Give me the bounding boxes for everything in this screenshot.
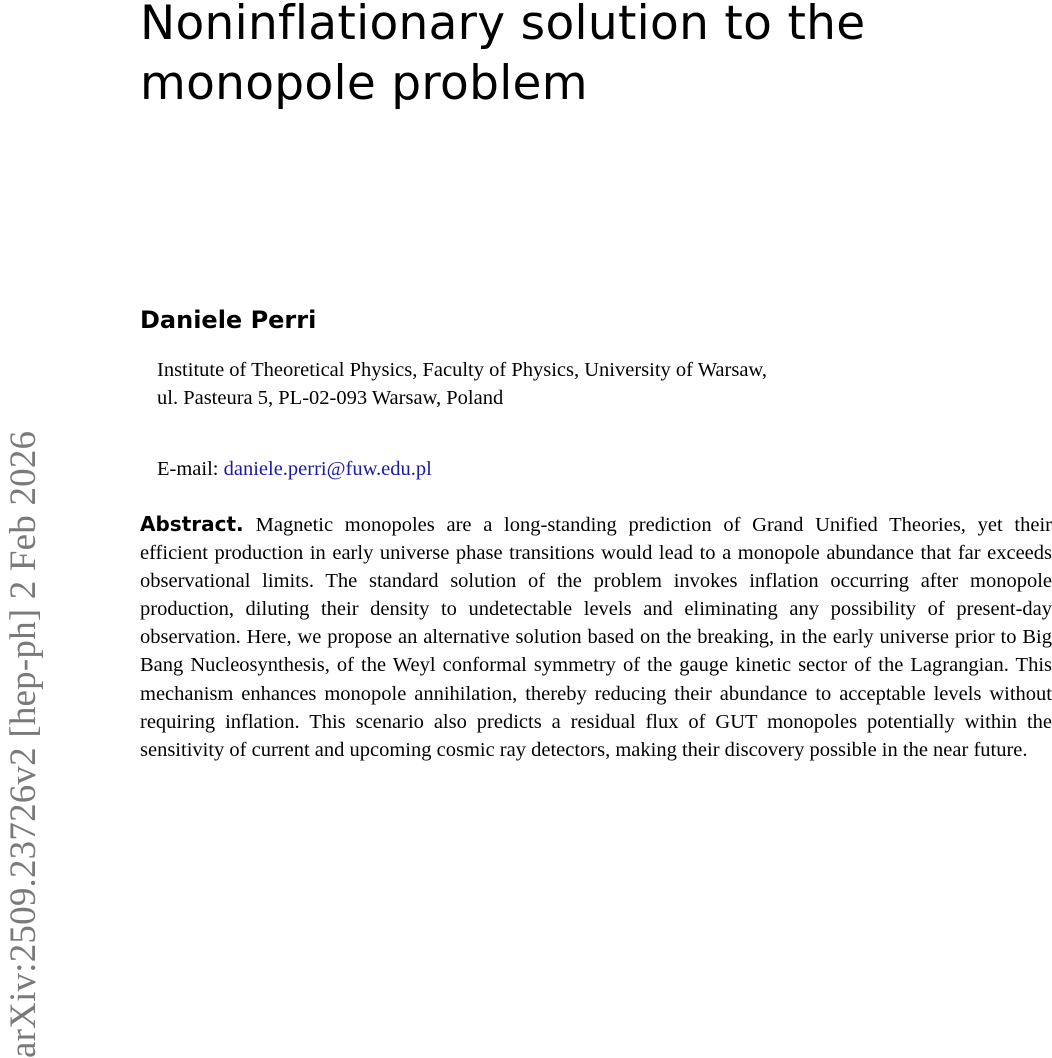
arxiv-identifier-stamp: arXiv:2509.23726v2 [hep-ph] 2 Feb 2026: [3, 430, 44, 1058]
author-name: Daniele Perri: [140, 306, 317, 334]
abstract-text: Magnetic monopoles are a long-standing prediction of Grand Unified Theories, yet their efficient production in early universe phase transitions would lead to a monopole abundance that far exceeds observational limits. The standard solution of the problem invokes inflation occurring after monopole production, diluting their density to undetectable levels and eliminating any possibility of present-day observation. Here, we propose an alternative solution based on the breaking, in the early universe prior to Big Bang Nucleosynthesis, of the Weyl conformal symmetry of the gauge kinetic sector of the Lagrangian. This mechanism enhances monopole annihilation, thereby reducing their abundance to acceptable levels without requiring inflation. This scenario also predicts a residual flux of GUT monopoles potentially within the sensitivity of current and upcoming cosmic ray detectors, making their discovery possible in the near future.: [140, 514, 1052, 761]
affiliation: [157, 356, 917, 412]
contact-email-line: [157, 455, 432, 483]
affiliation-line-2: ul. Pasteura 5, PL-02-093 Warsaw, Poland: [157, 387, 504, 409]
abstract: [140, 510, 1052, 764]
affiliation-line-1: Institute of Theoretical Physics, Faculty of Physics, University of Warsaw,: [157, 359, 768, 381]
paper-title: Noninflationary solution to the monopole problem: [140, 0, 866, 111]
email-label: E-mail:: [157, 458, 219, 480]
email-link[interactable]: daniele.perri@fuw.edu.pl: [223, 458, 432, 480]
abstract-label: Abstract.: [140, 512, 244, 536]
